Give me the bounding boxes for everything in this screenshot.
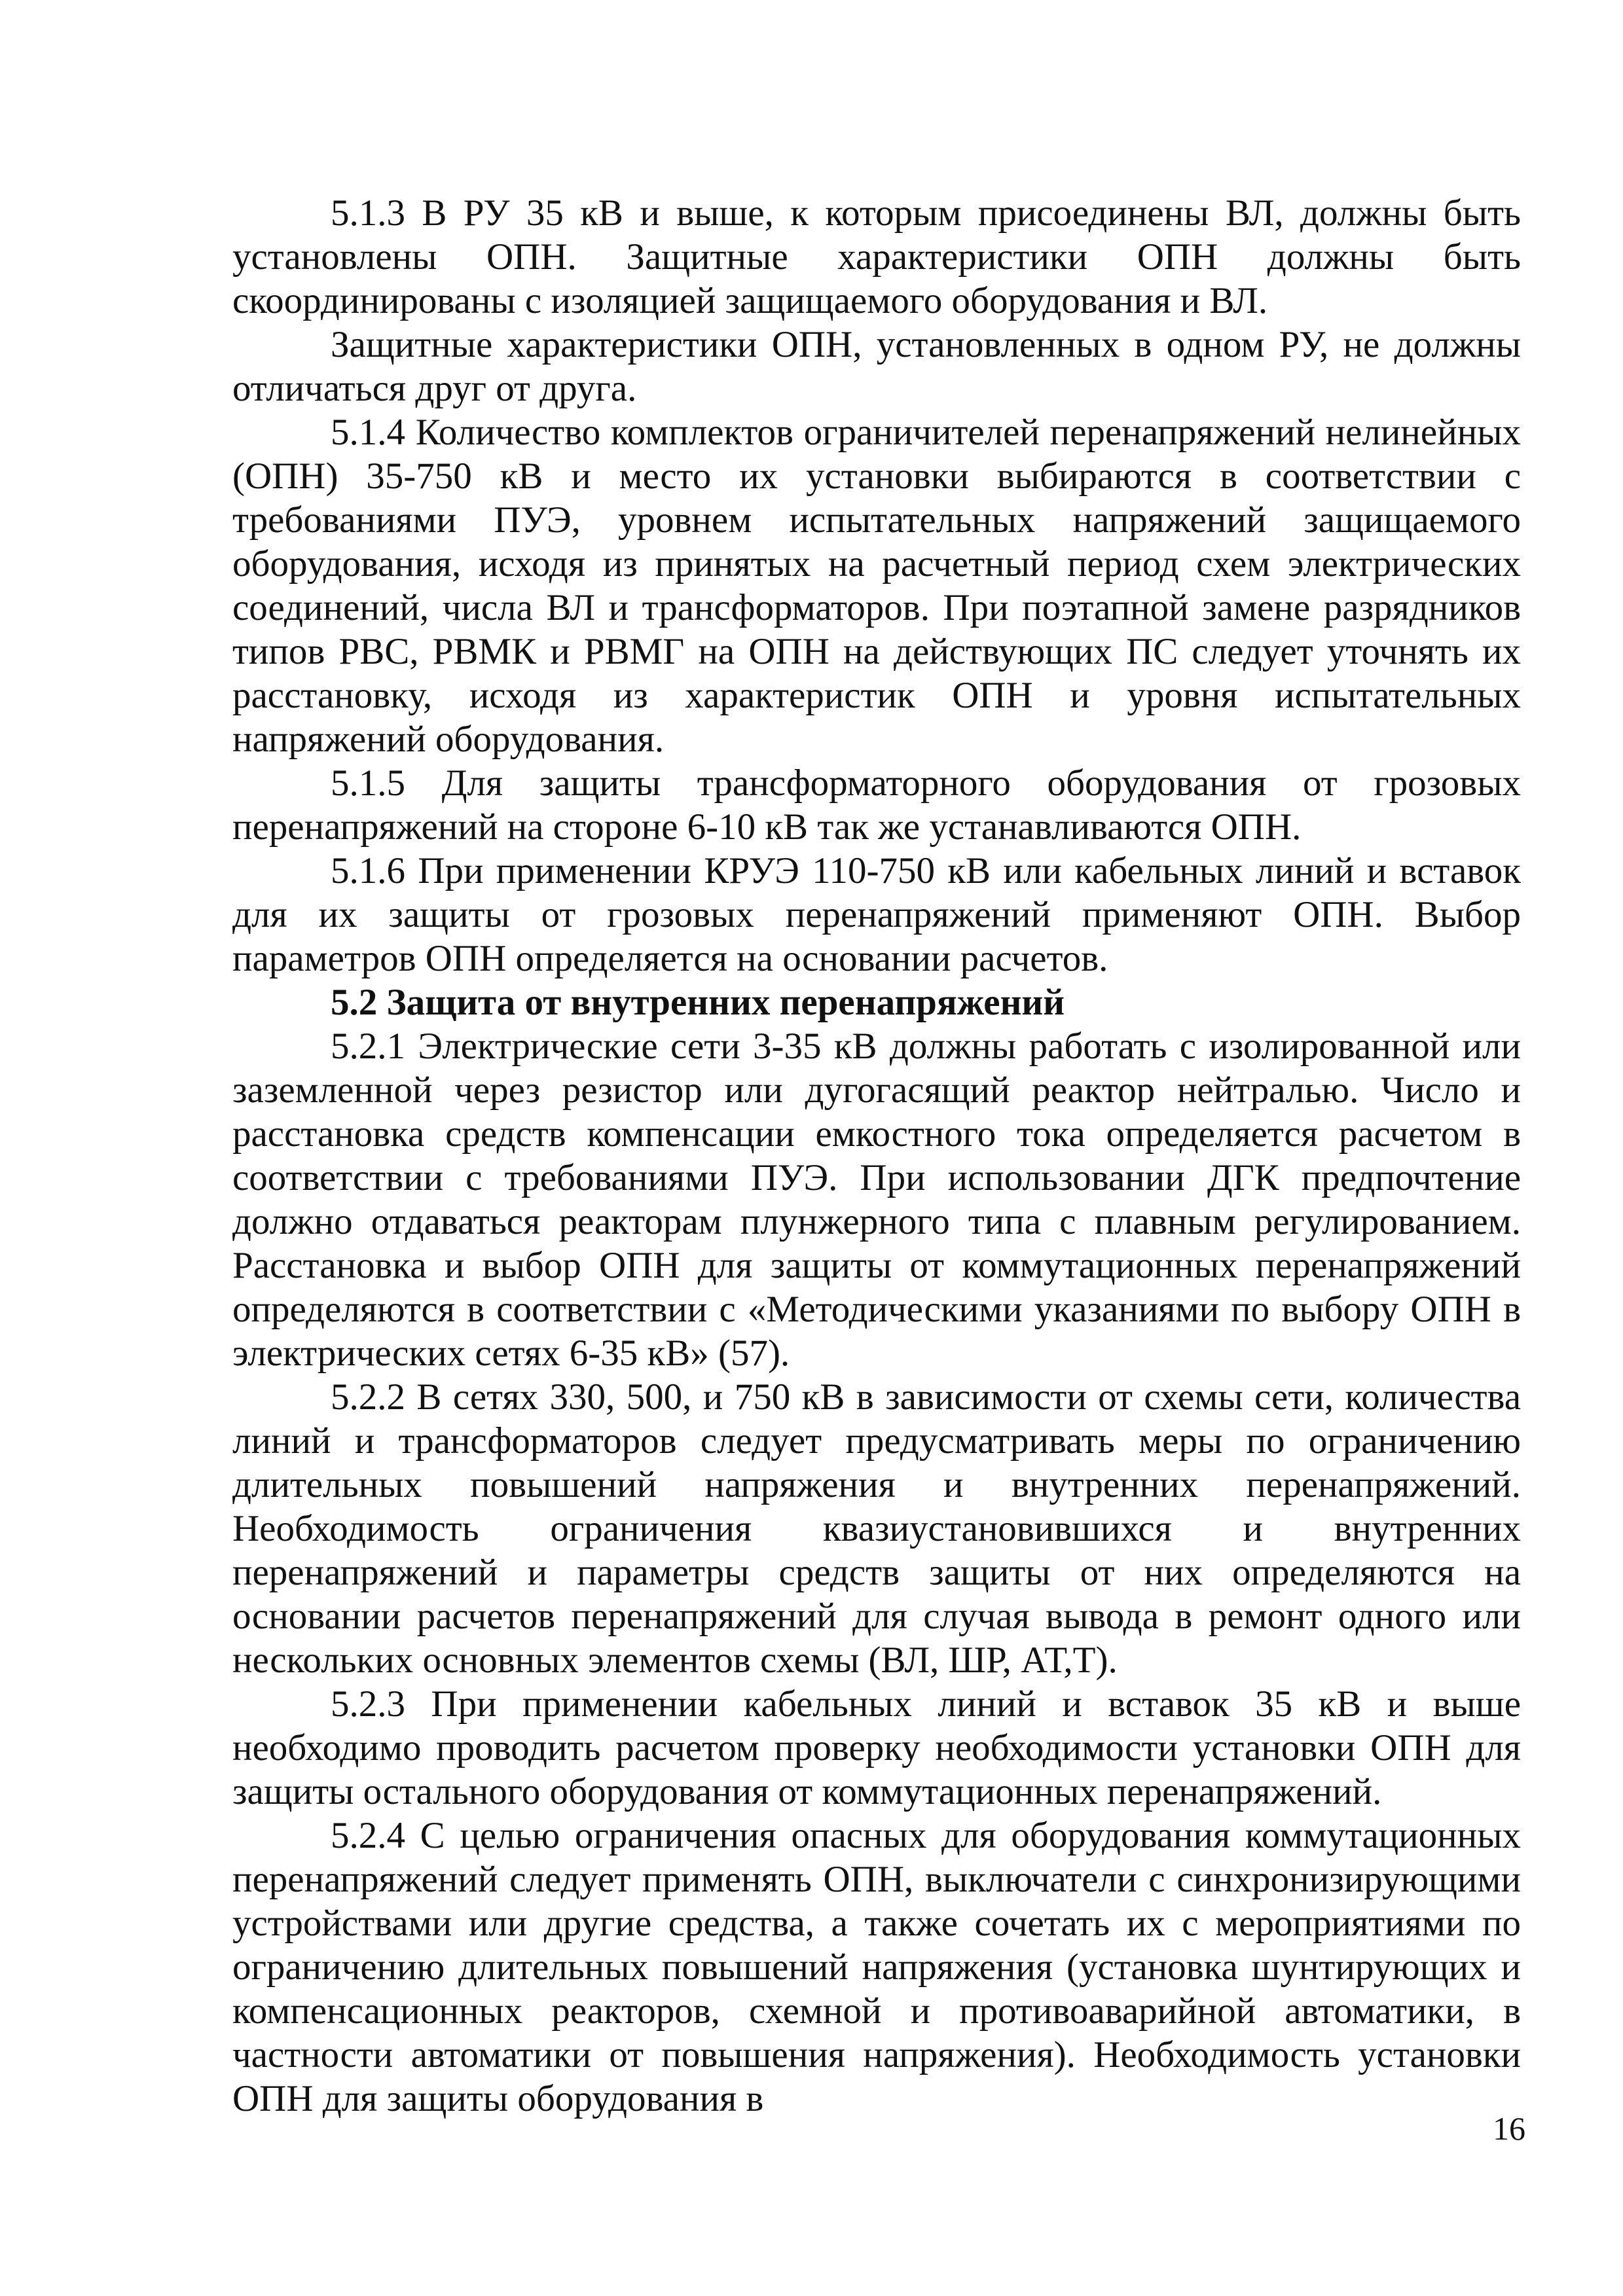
paragraph-5-1-6: 5.1.6 При применении КРУЭ 110-750 кВ или кабельных линий и вставок для их защиты от грозовых перенапряжений применяют ОПН. Выбор параметров ОПН определяется на основании расчетов. [232, 850, 1521, 979]
section-heading-5-2: 5.2 Защита от внутренних перенапряжений [331, 982, 1065, 1023]
paragraph-5-2-4: 5.2.4 С целью ограничения опасных для оборудования коммутационных перенапряжений следует применять ОПН, выключатели с синхронизирующими устройствами или другие средства, а также сочетать их с мероприятиями по ограничению длительных повышений напряжения (установка шунтирующих и компенсационных реакторов, схемной и противоаварийной автоматики, в частности автоматики от повышения напряжения). Необходимость установки ОПН для защиты оборудования в [232, 1815, 1521, 2119]
paragraph-protective-characteristics: Защитные характеристики ОПН, установленных в одном РУ, не должны отличаться друг от друга. [232, 324, 1521, 409]
paragraph-5-2-3: 5.2.3 При применении кабельных линий и вставок 35 кВ и выше необходимо проводить расчетом проверку необходимости установки ОПН для защиты остального оборудования от коммутационных перенапряжений. [232, 1683, 1521, 1812]
paragraph-5-1-3: 5.1.3 В РУ 35 кВ и выше, к которым присоединены ВЛ, должны быть установлены ОПН. Защитные характеристики ОПН должны быть скоординированы с изоляцией защищаемого оборудования и ВЛ. [232, 192, 1521, 321]
body-text [232, 191, 1521, 2121]
paragraph-5-2-1: 5.2.1 Электрические сети 3-35 кВ должны работать с изолированной или заземленной через резистор или дугогасящий реактор нейтралью. Число и расстановка средств компенсации емкостного тока определяется расчетом в соответствии с требованиями ПУЭ. При использовании ДГК предпочтение должно отдаваться реакторам плунжерного типа с плавным регулированием. Расстановка и выбор ОПН для защиты от коммутационных перенапряжений определяются в соответствии с «Методическими указаниями по выбору ОПН в электрических сетях 6-35 кВ» (57). [232, 1026, 1521, 1374]
page-number: 16 [1493, 2110, 1525, 2147]
paragraph-5-1-4: 5.1.4 Количество комплектов ограничителей перенапряжений нелинейных (ОПН) 35-750 кВ и место их установки выбираются в соответствии с требованиями ПУЭ, уровнем испытательных напряжений защищаемого оборудования, исходя из принятых на расчетный период схем электрических соединений, числа ВЛ и трансформаторов. При поэтапной замене разрядников типов РВС, РВМК и РВМГ на ОПН на действующих ПС следует уточнять их расстановку, исходя из характеристик ОПН и уровня испытательных напряжений оборудования. [232, 412, 1521, 760]
paragraph-5-2-2: 5.2.2 В сетях 330, 500, и 750 кВ в зависимости от схемы сети, количества линий и трансформаторов следует предусматривать меры по ограничению длительных повышений напряжения и внутренних перенапряжений. Необходимость ограничения квазиустановившихся и внутренних перенапряжений и параметры средств защиты от них определяются на основании расчетов перенапряжений для случая вывода в ремонт одного или нескольких основных элементов схемы (ВЛ, ШР, АТ,Т). [232, 1376, 1521, 1681]
paragraph-5-1-5: 5.1.5 Для защиты трансформаторного оборудования от грозовых перенапряжений на стороне 6-10 кВ так же устанавливаются ОПН. [232, 762, 1521, 848]
